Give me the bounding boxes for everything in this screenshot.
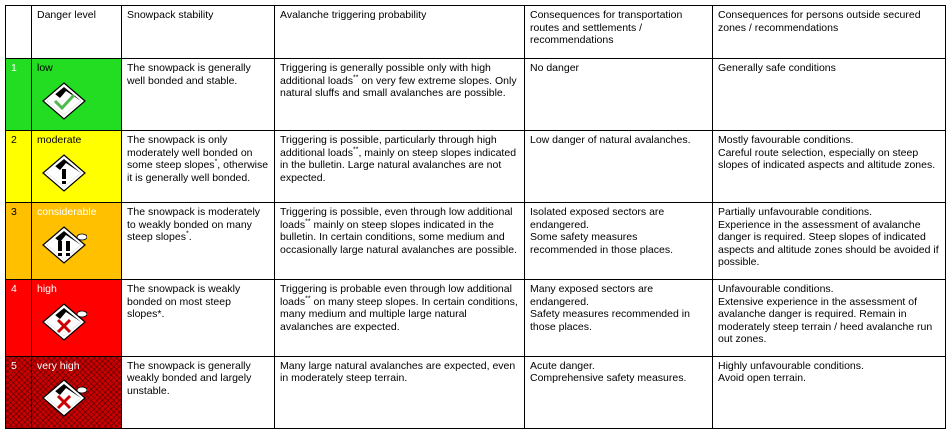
level-name-cell xyxy=(32,280,122,357)
level-name-cell xyxy=(32,356,122,428)
header-persons-consequences: Consequences for persons outside secured zones / recommendations xyxy=(713,6,946,59)
header-danger-level: Danger level xyxy=(32,6,122,59)
transport-cell: Low danger of natural avalanches. xyxy=(525,131,713,203)
transport-cell: Acute danger. Comprehensive safety measures. xyxy=(525,356,713,428)
level-2-exclamation-icon xyxy=(41,153,87,193)
persons-cell: Generally safe conditions xyxy=(713,59,946,131)
level-4-cross-icon xyxy=(41,302,87,342)
level-name: very high xyxy=(37,359,80,372)
header-row xyxy=(6,6,946,59)
header-number xyxy=(6,6,32,59)
header-triggering-probability: Avalanche triggering probability xyxy=(275,6,525,59)
avalanche-danger-scale-table xyxy=(5,5,946,429)
level-number: 5 xyxy=(11,359,17,372)
level-number: 2 xyxy=(11,134,17,147)
snowpack-cell: The snowpack is generally weakly bonded and largely unstable. xyxy=(122,356,275,428)
level-name: low xyxy=(37,62,53,74)
snowpack-cell: The snowpack is only moderately well bonded on some steep slopes*, otherwise it is generally well bonded. xyxy=(122,131,275,203)
danger-row-3 xyxy=(6,203,946,280)
level-number: 4 xyxy=(11,283,17,296)
persons-cell: Mostly favourable conditions. Careful route selection, especially on steep slopes of indicated aspects and altitude zones. xyxy=(713,131,946,203)
danger-row-4 xyxy=(6,280,946,357)
level-name-cell xyxy=(32,131,122,203)
triggering-cell: Triggering is generally possible only with high additional loads** on very few extreme slopes. Only natural sluffs and small avalanches are possible. xyxy=(275,59,525,131)
level-name: considerable xyxy=(37,206,97,219)
level-5-cross-icon xyxy=(41,378,87,418)
level-name: high xyxy=(37,283,57,296)
persons-cell: Highly unfavourable conditions. Avoid open terrain. xyxy=(713,356,946,428)
snowpack-cell: The snowpack is weakly bonded on most steep slopes*. xyxy=(122,280,275,357)
triggering-cell: Triggering is probable even through low additional loads** on many steep slopes. In certain conditions, many medium and multiple large natural avalanches are expected. xyxy=(275,280,525,357)
triggering-cell: Triggering is possible, even through low additional loads** mainly on steep slopes indicated in the bulletin. In certain conditions, some medium and occasionally large natural avalanches are possible. xyxy=(275,203,525,280)
level-name: moderate xyxy=(37,134,82,147)
triggering-cell: Many large natural avalanches are expected, even in moderately steep terrain. xyxy=(275,356,525,428)
level-name-cell xyxy=(32,203,122,280)
level-name-cell xyxy=(32,59,122,131)
level-1-check-icon xyxy=(41,81,87,121)
transport-cell: Many exposed sectors are endangered. Safety measures recommended in those places. xyxy=(525,280,713,357)
snowpack-cell: The snowpack is moderately to weakly bonded on many steep slopes*. xyxy=(122,203,275,280)
level-number-cell xyxy=(6,356,32,428)
persons-cell: Partially unfavourable conditions. Experience in the assessment of avalanche danger is required. Steep slopes of indicated aspects and altitude zones should be avoided if possible. xyxy=(713,203,946,280)
level-number-cell xyxy=(6,59,32,131)
header-snowpack-stability: Snowpack stability xyxy=(122,6,275,59)
danger-row-2 xyxy=(6,131,946,203)
snowpack-cell: The snowpack is generally well bonded and stable. xyxy=(122,59,275,131)
danger-row-1 xyxy=(6,59,946,131)
danger-row-5 xyxy=(6,356,946,428)
triggering-cell: Triggering is possible, particularly through high additional loads**, mainly on steep slopes indicated in the bulletin. Large natural avalanches are not expected. xyxy=(275,131,525,203)
level-number: 1 xyxy=(11,62,17,74)
transport-cell: Isolated exposed sectors are endangered. Some safety measures recommended in those places. xyxy=(525,203,713,280)
level-number-cell xyxy=(6,131,32,203)
level-number: 3 xyxy=(11,206,17,219)
level-number-cell xyxy=(6,280,32,357)
level-number-cell xyxy=(6,203,32,280)
header-transport-consequences: Consequences for transportation routes and settlements / recommendations xyxy=(525,6,713,59)
level-3-double-exclamation-icon xyxy=(41,225,87,265)
persons-cell: Unfavourable conditions. Extensive experience in the assessment of avalanche danger is required. Remain in moderately steep terrain / heed avalanche run out zones. xyxy=(713,280,946,357)
transport-cell: No danger xyxy=(525,59,713,131)
